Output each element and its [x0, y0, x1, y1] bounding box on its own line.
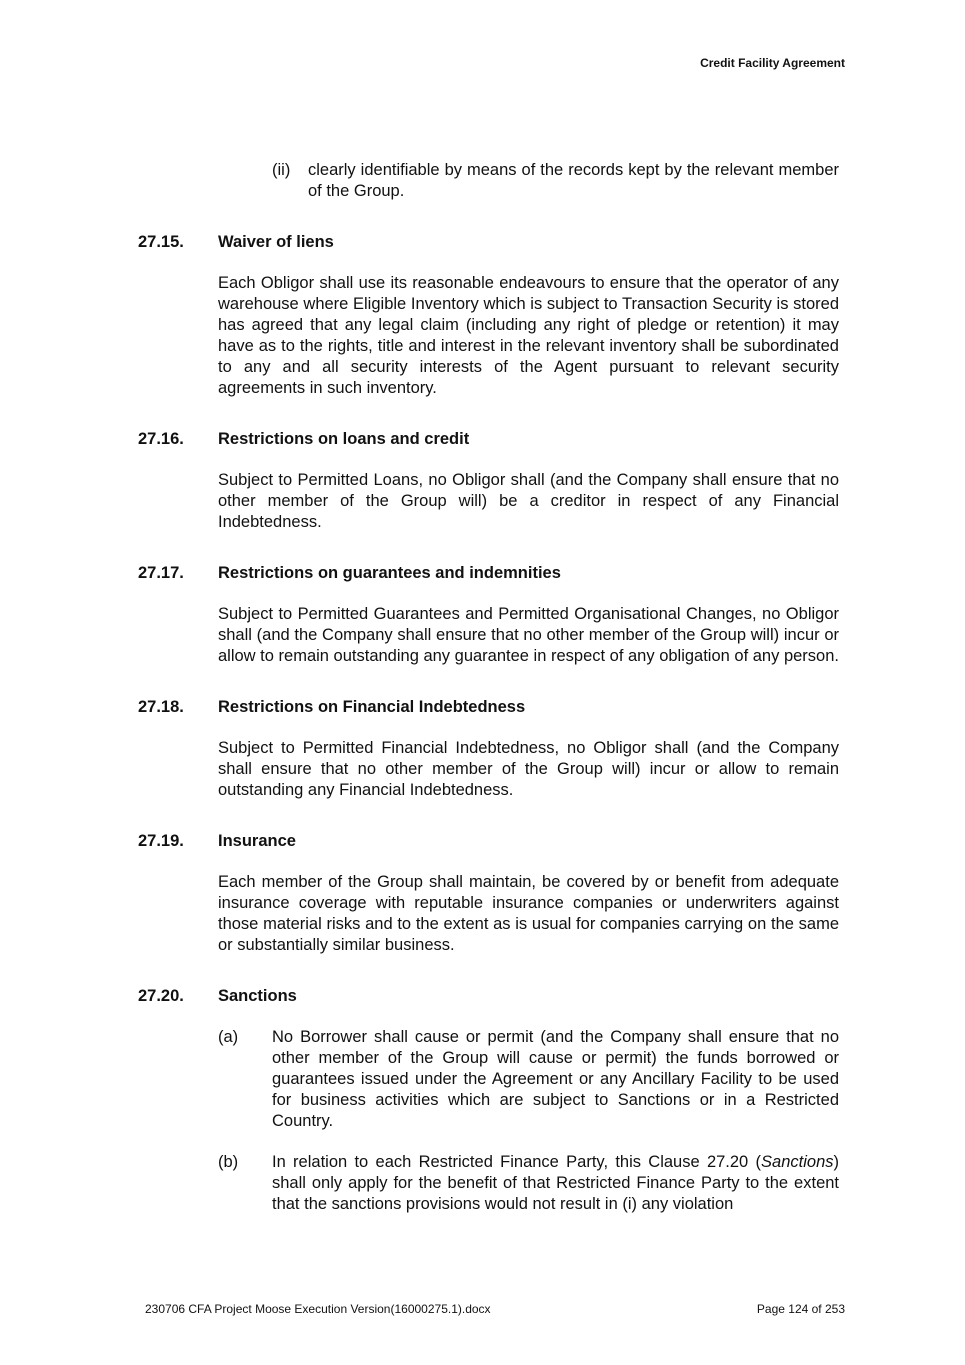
list-item-text-before: In relation to each Restricted Finance Party, this Clause 27.20 ( — [272, 1153, 762, 1171]
section-heading — [138, 429, 839, 450]
section-heading — [138, 831, 839, 852]
section-body: Subject to Permitted Loans, no Obligor shall (and the Company shall ensure that no other member of the Group will) be a creditor in respect of any Financial Indebtedness. — [218, 471, 839, 531]
sub-item-text: clearly identifiable by means of the records kept by the relevant member of the Group. — [308, 161, 839, 200]
section-number: 27.16. — [138, 430, 184, 448]
section-heading — [138, 986, 839, 1007]
section-27-18 — [138, 697, 839, 801]
list-item-a — [218, 1027, 839, 1132]
sub-item-label: (ii) — [272, 161, 291, 179]
section-body: Each Obligor shall use its reasonable endeavours to ensure that the operator of any warehouse where Eligible Inventory which is subject to Transaction Security is stored has agreed that any legal claim (including any right of pledge or retention) it may have as to the rights, title and interest in the relevant inventory shall be subordinated to any and all security interests of the Agent pursuant to relevant security agreements in such inventory. — [218, 274, 839, 397]
footer-page-number: Page 124 of 253 — [756, 1302, 845, 1316]
list-item-label: (b) — [218, 1153, 239, 1171]
list-item-text-after: ) shall only apply for the benefit of that Restricted Finance Party to the extent that the sanctions provisions would not result in (i) any violation — [272, 1153, 839, 1213]
section-27-19 — [138, 831, 839, 956]
section-27-16 — [138, 429, 839, 533]
list-item-b — [218, 1152, 839, 1215]
section-title: Sanctions — [218, 987, 297, 1005]
section-27-17 — [138, 563, 839, 667]
section-heading — [138, 697, 839, 718]
sub-item-ii — [272, 160, 839, 202]
footer-document-name: 230706 CFA Project Moose Execution Version(16000275.1).docx — [145, 1302, 491, 1316]
section-27-15 — [138, 232, 839, 399]
list-item-label: (a) — [218, 1028, 239, 1046]
section-number: 27.20. — [138, 987, 184, 1005]
section-body: Each member of the Group shall maintain, be covered by or benefit from adequate insurance coverage with reputable insurance companies or underwriters against those material risks and to the extent as is usual for companies carrying on the same or substantially similar business. — [218, 873, 839, 954]
list-item-text — [272, 1152, 839, 1215]
section-number: 27.19. — [138, 832, 184, 850]
section-title: Restrictions on loans and credit — [218, 430, 470, 448]
section-title: Waiver of liens — [218, 233, 334, 251]
section-number: 27.17. — [138, 564, 184, 582]
section-body: Subject to Permitted Guarantees and Permitted Organisational Changes, no Obligor shall (and the Company shall ensure that no other member of the Group will) incur or allow to remain outstanding any guarantee in respect of any obligation of any person. — [218, 605, 839, 665]
section-heading — [138, 232, 839, 253]
section-heading — [138, 563, 839, 584]
list-item-text-italic: Sanctions — [761, 1153, 834, 1171]
section-title: Insurance — [218, 832, 296, 850]
section-title: Restrictions on guarantees and indemnities — [218, 564, 561, 582]
section-number: 27.15. — [138, 233, 184, 251]
list-item-text: No Borrower shall cause or permit (and the Company shall ensure that no other member of the Group will cause or permit) the funds borrowed or guarantees issued under the Agreement or any Ancillary Facility to be used for business activities which are subject to Sanctions or in a Restricted Country. — [272, 1028, 839, 1130]
section-number: 27.18. — [138, 698, 184, 716]
section-27-20 — [138, 986, 839, 1215]
section-title: Restrictions on Financial Indebtedness — [218, 698, 526, 716]
header-title: Credit Facility Agreement — [700, 56, 845, 70]
document-body — [138, 160, 839, 1215]
section-body: Subject to Permitted Financial Indebtedness, no Obligor shall (and the Company shall ensure that no other member of the Group will) incur or allow to remain outstanding any Financial Indebtedness. — [218, 739, 839, 799]
